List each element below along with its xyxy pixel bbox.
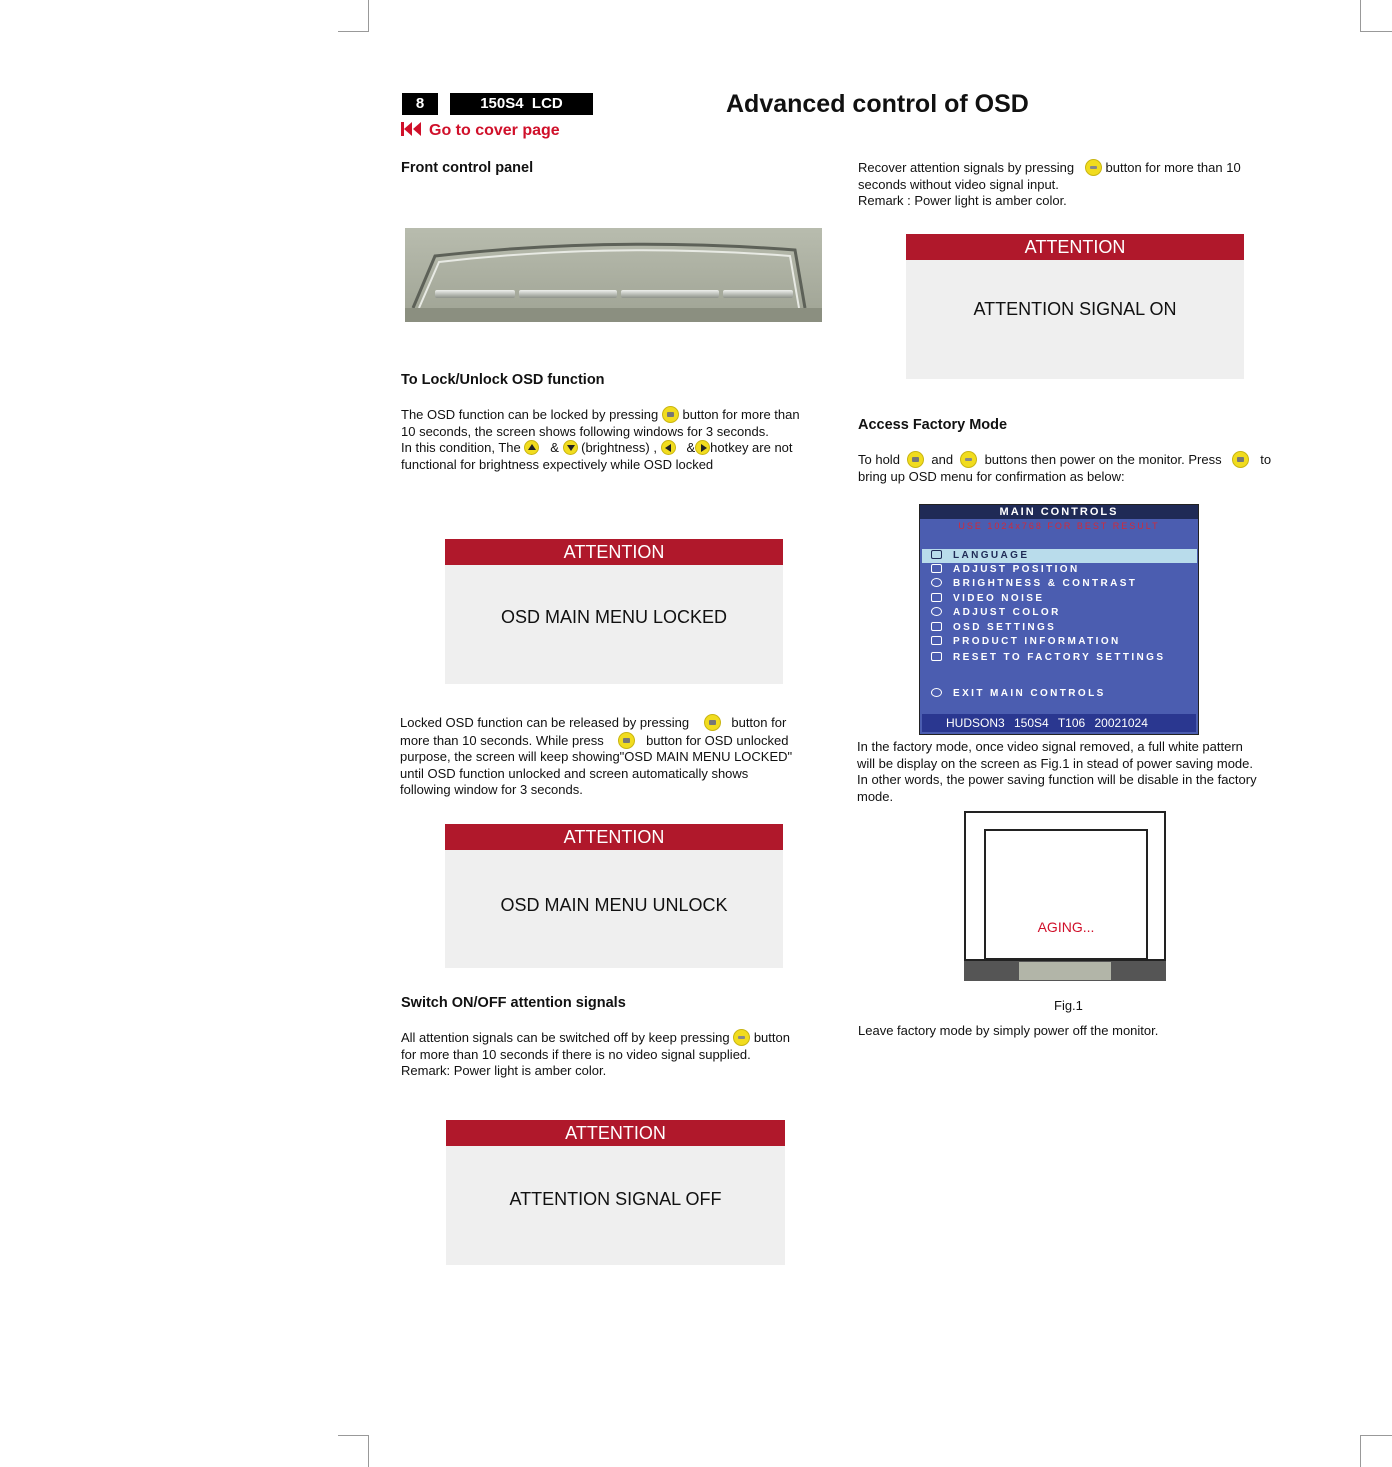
release-text-4: until OSD function unlocked and screen automatically shows [400,765,749,781]
crop-mark [1360,1435,1392,1436]
recover-text-3: Remark : Power light is amber color. [858,193,1067,208]
go-to-cover-label: Go to cover page [429,122,560,139]
menu-button-icon [704,714,721,731]
video-noise-icon [931,593,942,602]
leave-factory-text: Leave factory mode by simply power off the monitor. [858,1023,1159,1038]
menu-button-icon [1232,451,1249,468]
lock-text-4: functional for brightness expectively while OSD locked [401,456,714,472]
brightness-icon [931,578,942,587]
monitor-control-strip [1019,962,1111,980]
factory-text-1d: to [1260,452,1272,467]
front-panel-heading: Front control panel [401,160,534,176]
osd-settings-icon [931,622,942,631]
attention-title: ATTENTION [906,234,1244,260]
osd-item-language[interactable]: LANGUAGE [922,549,1197,563]
recover-text-1a: Recover attention signals by pressing [858,160,1075,175]
switch-text-1a: All attention signals can be switched off by keep pressing [401,1030,730,1045]
recover-paragraph [858,159,1298,210]
osd-item-exit[interactable]: EXIT MAIN CONTROLS [922,687,1197,701]
aging-label: AGING... [1037,919,1095,935]
language-icon [931,550,942,559]
factory-description [857,739,1297,805]
osd-item-product-information[interactable]: PRODUCT INFORMATION [922,635,1197,649]
release-text-2b: button for OSD unlocked [646,732,789,748]
front-control-panel-photo [405,228,822,322]
lock-text-2: 10 seconds, the screen shows following windows for 3 seconds. [401,423,769,439]
osd-footer: HUDSON3 150S4 T106 20021024 [922,714,1196,732]
factory-desc-4: mode. [857,788,894,804]
down-arrow-icon [563,440,578,455]
attention-unlock-window [445,824,783,968]
crop-mark [338,31,369,32]
lock-paragraph [401,406,841,473]
lock-text-3b: & [550,440,559,455]
lock-text-1a: The OSD function can be locked by pressing [401,407,659,422]
right-arrow-icon [695,440,710,455]
release-text-1a: Locked OSD function can be released by pressing [400,715,690,730]
attention-off-window [446,1120,785,1265]
menu-button-icon [662,406,679,423]
color-palette-icon [931,607,942,616]
go-to-cover-link[interactable] [401,121,560,141]
lock-text-1b: button for more than [682,407,800,422]
attention-message: OSD MAIN MENU UNLOCK [500,895,728,915]
factory-text-1c: buttons then power on the monitor. Press [984,452,1222,467]
osd-item-adjust-color[interactable]: ADJUST COLOR [922,606,1197,620]
attention-title: ATTENTION [445,824,783,850]
skip-back-icon [401,121,423,137]
attention-title: ATTENTION [445,539,783,565]
osd-item-adjust-position[interactable]: ADJUST POSITION [922,563,1197,577]
figure-caption: Fig.1 [1054,998,1083,1013]
attention-on-window [906,234,1244,379]
lock-text-3a: In this condition, The [401,440,521,455]
osd-item-brightness-contrast[interactable]: BRIGHTNESS & CONTRAST [922,577,1197,591]
monitor-screen [984,829,1148,960]
lock-text-3c: (brightness) , [581,440,657,455]
attention-locked-window [445,539,783,684]
recover-text-2: seconds without video signal input. [858,176,1059,192]
release-paragraph [400,714,840,799]
attention-message: ATTENTION SIGNAL OFF [509,1189,722,1209]
factory-text-1a: To hold [858,452,900,467]
attention-message: OSD MAIN MENU LOCKED [500,607,728,627]
page-title: Advanced control of OSD [726,90,1029,118]
exit-icon [931,688,942,697]
auto-button-icon [1085,159,1102,176]
page-number-badge: 8 [402,93,438,115]
menu-button-icon [618,732,635,749]
factory-desc-1: In the factory mode, once video signal removed, a full white pattern [857,739,1243,754]
switch-text-3: Remark: Power light is amber color. [401,1063,607,1078]
osd-item-osd-settings[interactable]: OSD SETTINGS [922,621,1197,635]
switch-paragraph [401,1029,841,1080]
release-text-2a: more than 10 seconds. While press [400,732,604,748]
switch-text-2: for more than 10 seconds if there is no video signal supplied. [401,1046,751,1062]
factory-heading: Access Factory Mode [858,417,1008,433]
attention-message: ATTENTION SIGNAL ON [973,299,1177,319]
model-badge: 150S4 LCD [450,93,593,115]
release-text-1b: button for [731,715,787,730]
factory-paragraph [858,451,1298,485]
switch-text-1b: button [753,1030,790,1045]
monitor-figure [964,811,1166,981]
crop-mark [338,1435,369,1436]
info-icon [931,636,942,645]
release-text-3: purpose, the screen will keep showing"OSD MAIN MENU LOCKED" [400,749,793,764]
factory-text-2: bring up OSD menu for confirmation as below: [858,468,1125,484]
osd-title: MAIN CONTROLS [920,505,1198,519]
up-arrow-icon [524,440,539,455]
crop-mark [368,0,369,32]
crop-mark [1360,1435,1361,1467]
crop-mark [1360,0,1361,32]
switch-heading: Switch ON/OFF attention signals [401,995,626,1011]
menu-button-icon [907,451,924,468]
lock-text-3e: hotkey are not [710,440,793,455]
osd-main-controls-menu [919,504,1199,735]
reset-icon [931,652,942,661]
recover-text-1b: button for more than 10 [1105,160,1241,175]
factory-text-1b: and [931,452,954,467]
osd-subtitle: USE 1024x768 FOR BEST RESULT [920,519,1198,533]
auto-button-icon [960,451,977,468]
osd-item-video-noise[interactable]: VIDEO NOISE [922,592,1197,606]
factory-desc-2: will be display on the screen as Fig.1 in stead of power saving mode. [857,755,1253,771]
lock-heading: To Lock/Unlock OSD function [401,372,605,388]
attention-title: ATTENTION [446,1120,785,1146]
left-arrow-icon [661,440,676,455]
crop-mark [368,1435,369,1467]
auto-button-icon [733,1029,750,1046]
position-icon [931,564,942,573]
lock-text-3d: & [686,440,696,455]
factory-desc-3: In other words, the power saving function will be disable in the factory [857,772,1257,787]
osd-item-reset-factory[interactable]: RESET TO FACTORY SETTINGS [922,651,1197,665]
crop-mark [1360,31,1392,32]
release-text-5: following window for 3 seconds. [400,782,583,797]
